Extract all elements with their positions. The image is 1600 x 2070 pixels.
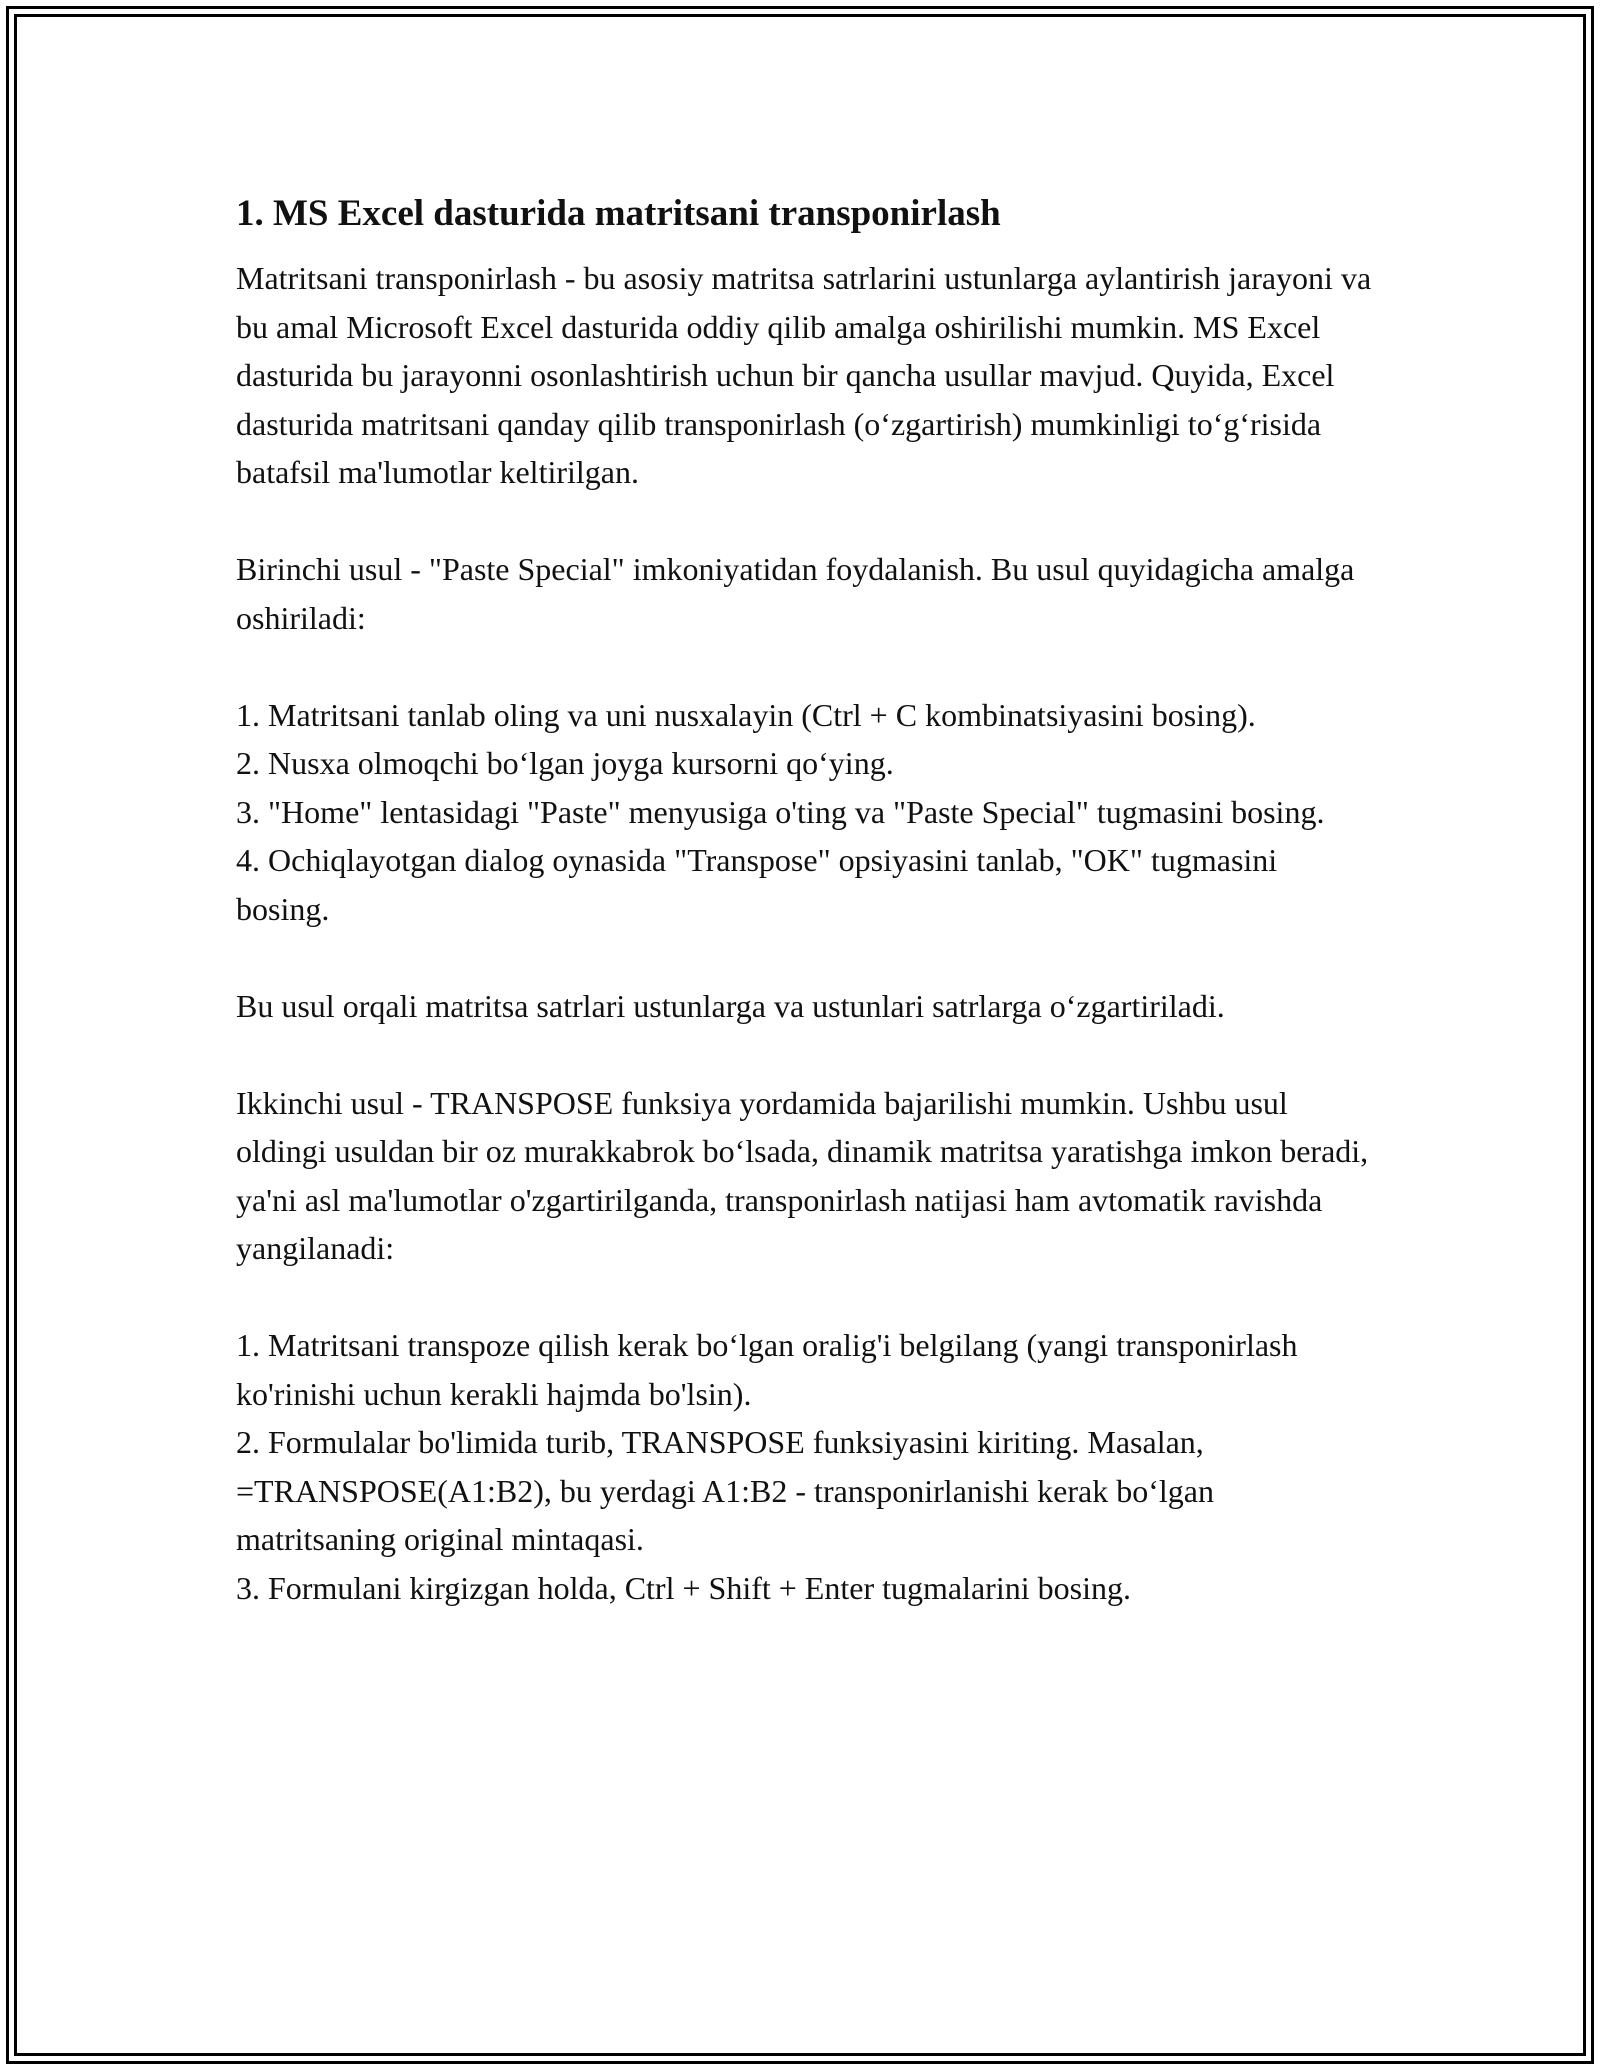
intro-block [236, 254, 1376, 497]
method2-intro-paragraph: Ikkinchi usul - TRANSPOSE funksiya yordamida bajarilishi mumkin. Ushbu usul oldingi usuldan bir oz murakkabrok bo‘lsada, dinamik matritsa yaratishga imkon beradi, ya'ni asl ma'lumotlar o'zgartirilganda, transponirlash natijasi ham avtomatik ravishda yangilanadi: [236, 1084, 1369, 1266]
method1-intro-block [236, 545, 1376, 642]
method1-steps-list [236, 691, 1376, 934]
method2-step: 2. Formulalar bo'limida turib, TRANSPOSE funksiyasini kiriting. Masalan, =TRANSPOSE(A1:B2), bu yerdagi A1:B2 - transponirlanishi kerak bo‘lgan matritsaning original mintaqasi. [236, 1424, 1214, 1557]
method1-step: 2. Nusxa olmoqchi bo‘lgan joyga kursorni qo‘ying. [236, 745, 894, 781]
method1-step: 3. "Home" lentasidagi "Paste" menyusiga o'ting va "Paste Special" tugmasini bosing. [236, 793, 1325, 830]
method2-intro-block [236, 1079, 1376, 1273]
intro-paragraph: Matritsani transponirlash - bu asosiy matritsa satrlarini ustunlarga aylantirish jarayoni va bu amal Microsoft Excel dasturida oddiy qilib amalga oshirilishi mumkin. MS Excel dasturida bu jarayonni osonlashtirish uchun bir qancha usullar mavjud. Quyida, Excel dasturida matritsani qanday qilib transponirlash (o‘zgartirish) mumkinligi to‘g‘risida batafsil ma'lumotlar keltirilgan. [236, 260, 1372, 490]
method1-intro-paragraph: Birinchi usul - "Paste Special" imkoniyatidan foydalanish. Bu usul quyidagicha amalga oshiriladi: [236, 551, 1355, 636]
method1-step: 4. Ochiqlayotgan dialog oynasida "Transpose" opsiyasini tanlab, "OK" tugmasini bosing. [236, 842, 1278, 927]
method1-result-block [236, 982, 1376, 1031]
method2-step: 1. Matritsani transpoze qilish kerak bo‘lgan oralig'i belgilang (yangi transponirlash ko'rinishi uchun kerakli hajmda bo'lsin). [236, 1327, 1298, 1412]
document-body [236, 254, 1376, 1612]
method1-result-paragraph: Bu usul orqali matritsa satrlari ustunlarga va ustunlari satrlarga o‘zgartiriladi. [236, 987, 1225, 1024]
method2-step: 3. Formulani kirgizgan holda, Ctrl + Shift + Enter tugmalarini bosing. [236, 1569, 1131, 1606]
method2-steps-list [236, 1321, 1376, 1612]
document-title: 1. MS Excel dasturida matritsani transponirlash [236, 193, 1001, 234]
method1-step: 1. Matritsani tanlab oling va uni nusxalayin (Ctrl + C kombinatsiyasini bosing). [236, 696, 1256, 733]
document-content [236, 186, 1376, 1612]
